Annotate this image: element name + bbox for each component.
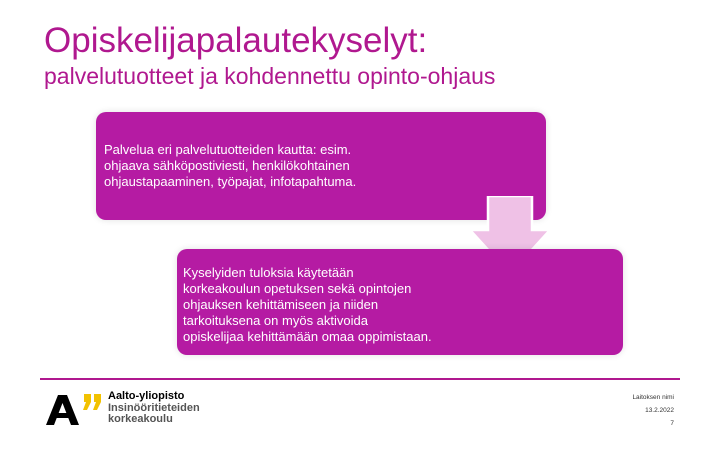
box-text-line: ohjaava sähköpostiviesti, henkilökohtainen — [104, 158, 350, 173]
box-text-line: korkeakoulun opetuksen sekä opintojen — [183, 281, 412, 296]
footer-divider — [40, 378, 680, 380]
school-name-line: korkeakoulu — [108, 413, 173, 425]
school-name — [108, 391, 200, 426]
content-box-results — [177, 249, 623, 355]
box-text-line: ohjauksen kehittämiseen ja niiden — [183, 297, 379, 312]
slide-date: 13.2.2022 — [645, 407, 674, 414]
slide-title: Opiskelijapalautekyselyt: — [44, 21, 428, 60]
box-text-line: opiskelijaa kehittämään omaa oppimistaan. — [183, 329, 432, 344]
box-text-line: ohjaustapaaminen, työpajat, infotapahtuma. — [104, 174, 357, 189]
slide-subtitle: palvelutuotteet ja kohdennettu opinto-ohjaus — [44, 63, 496, 89]
box-text-line: tarkoituksena on myös aktivoida — [183, 313, 368, 328]
presenter-label: Laitoksen nimi — [632, 394, 674, 401]
page-number: 7 — [670, 420, 674, 427]
school-name-line: Aalto-yliopisto — [108, 390, 185, 402]
box-text-line: Palvelua eri palvelutuotteiden kautta: esim. — [104, 142, 352, 157]
box-text-line: Kyselyiden tuloksia käytetään — [183, 265, 354, 280]
aalto-logo-icon — [46, 392, 106, 426]
school-name-line: Insinööritieteiden — [108, 401, 200, 414]
slide-meta — [632, 391, 674, 430]
